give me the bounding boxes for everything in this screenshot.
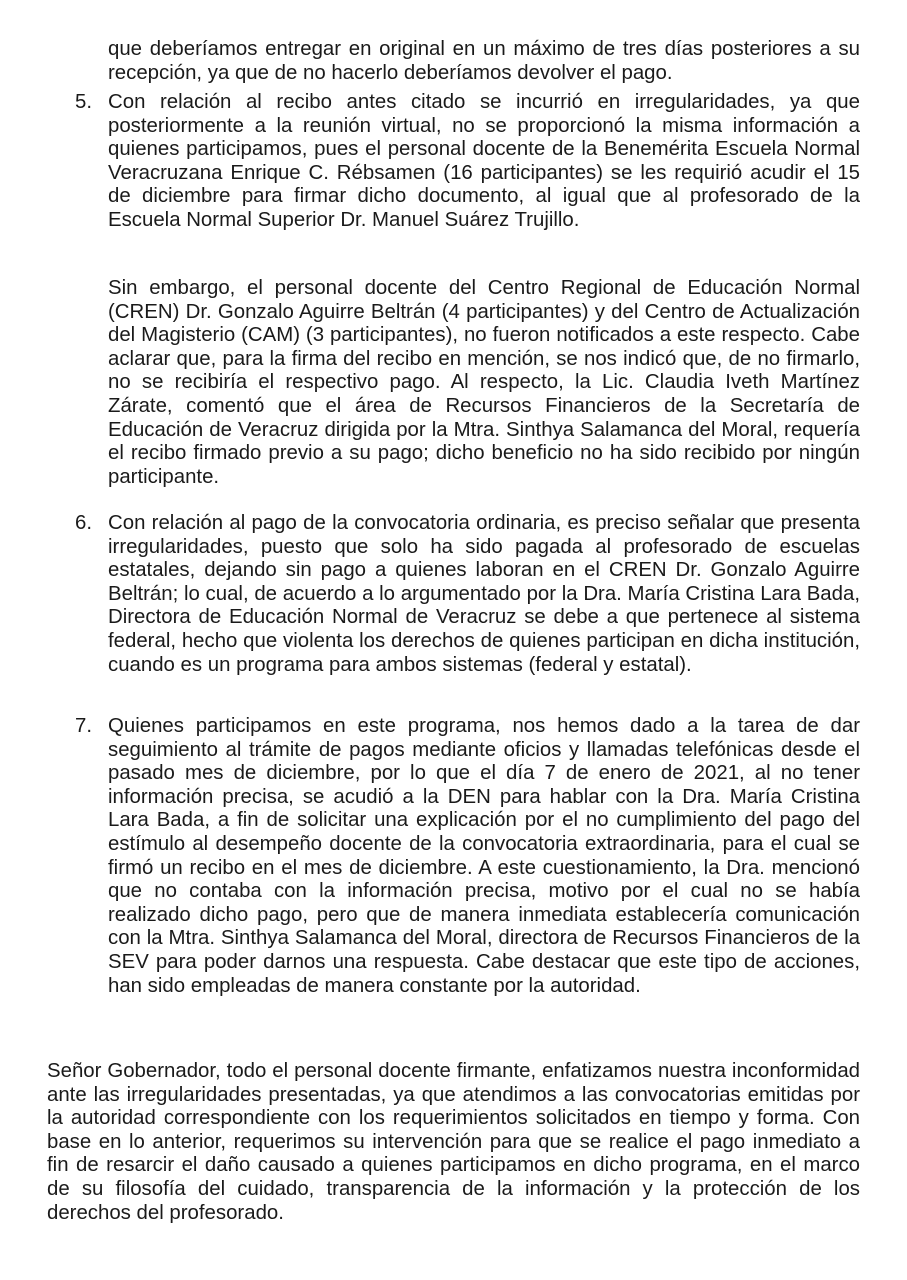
list-item-paragraph: Con relación al recibo antes citado se incurrió en irregularidades, ya que posteriormente a la reunión virtual, no se proporcionó la misma información a quienes participamos, pues el personal docente de la Benemérita Escuela Normal Veracruzana Enrique C. Rébsamen (16 participantes) se les requirió acudir el 15 de diciembre para firmar dicho documento, al igual que al profesorado de la Escuela Normal Superior Dr. Manuel Suárez Trujillo. [108, 91, 860, 231]
list-item-number: 5. [75, 91, 93, 113]
list-item-paragraph: Quienes participamos en este programa, nos hemos dado a la tarea de dar seguimiento al trámite de pagos mediante oficios y llamadas telefónicas desde el pasado mes de diciembre, por lo que el día 7 de enero de 2021, al no tener información precisa, se acudió a la DEN para hablar con la Dra. María Cristina Lara Bada, a fin de solicitar una explicación por el no cumplimiento del pago del estímulo al desempeño docente de la convocatoria extraordinaria, para el cual se firmó un recibo en el mes de diciembre. A este cuestionamiento, la Dra. mencionó que no contaba con la información precisa, motivo por el cual no se había realizado dicho pago, pero que de manera inmediata establecería comunicación con la Mtra. Sinthya Salamanca del Moral, directora de Recursos Financieros de la SEV para poder darnos una respuesta. Cabe destacar que este tipo de acciones, han sido empleadas de manera constante por la autoridad. [108, 715, 860, 997]
list-item-paragraph: Con relación al pago de la convocatoria ordinaria, es preciso señalar que presenta irregularidades, puesto que solo ha sido pagada al profesorado de escuelas estatales, dejando sin pago a quienes laboran en el CREN Dr. Gonzalo Aguirre Beltrán; lo cual, de acuerdo a lo argumentado por la Dra. María Cristina Lara Bada, Directora de Educación Normal de Veracruz se debe a que pertenece al sistema federal, hecho que violenta los derechos de quienes participan en dicha institución, cuando es un programa para ambos sistemas (federal y estatal). [108, 512, 860, 676]
list-item-paragraph: Sin embargo, el personal docente del Centro Regional de Educación Normal (CREN) Dr. Gonzalo Aguirre Beltrán (4 participantes) y del Centro de Actualización del Magisterio (CAM) (3 participantes), no fueron notificados a este respecto. Cabe aclarar que, para la firma del recibo en mención, se nos indicó que, de no firmarlo, no se recibiría el respectivo pago. Al respecto, la Lic. Claudia Iveth Martínez Zárate, comentó que el área de Recursos Financieros de la Secretaría de Educación de Veracruz dirigida por la Mtra. Sinthya Salamanca del Moral, requería el recibo firmado previo a su pago; dicho beneficio no ha sido recibido por ningún participante. [108, 277, 860, 488]
closing-paragraph: Señor Gobernador, todo el personal docente firmante, enfatizamos nuestra inconformidad ante las irregularidades presentadas, ya que atendimos a las convocatorias emitidas por la autoridad correspondiente con los requerimientos solicitados en tiempo y forma. Con base en lo anterior, requerimos su intervención para que se realice el pago inmediato a fin de resarcir el daño causado a quienes participamos en dicho programa, en el marco de su filosofía del cuidado, transparencia de la información y la protección de los derechos del profesorado. [47, 1060, 860, 1224]
continuation-paragraph: que deberíamos entregar en original en un máximo de tres días posteriores a su recepción, ya que de no hacerlo deberíamos devolver el pago. [108, 38, 860, 84]
list-item-number: 7. [75, 715, 93, 737]
list-item-number: 6. [75, 512, 93, 534]
